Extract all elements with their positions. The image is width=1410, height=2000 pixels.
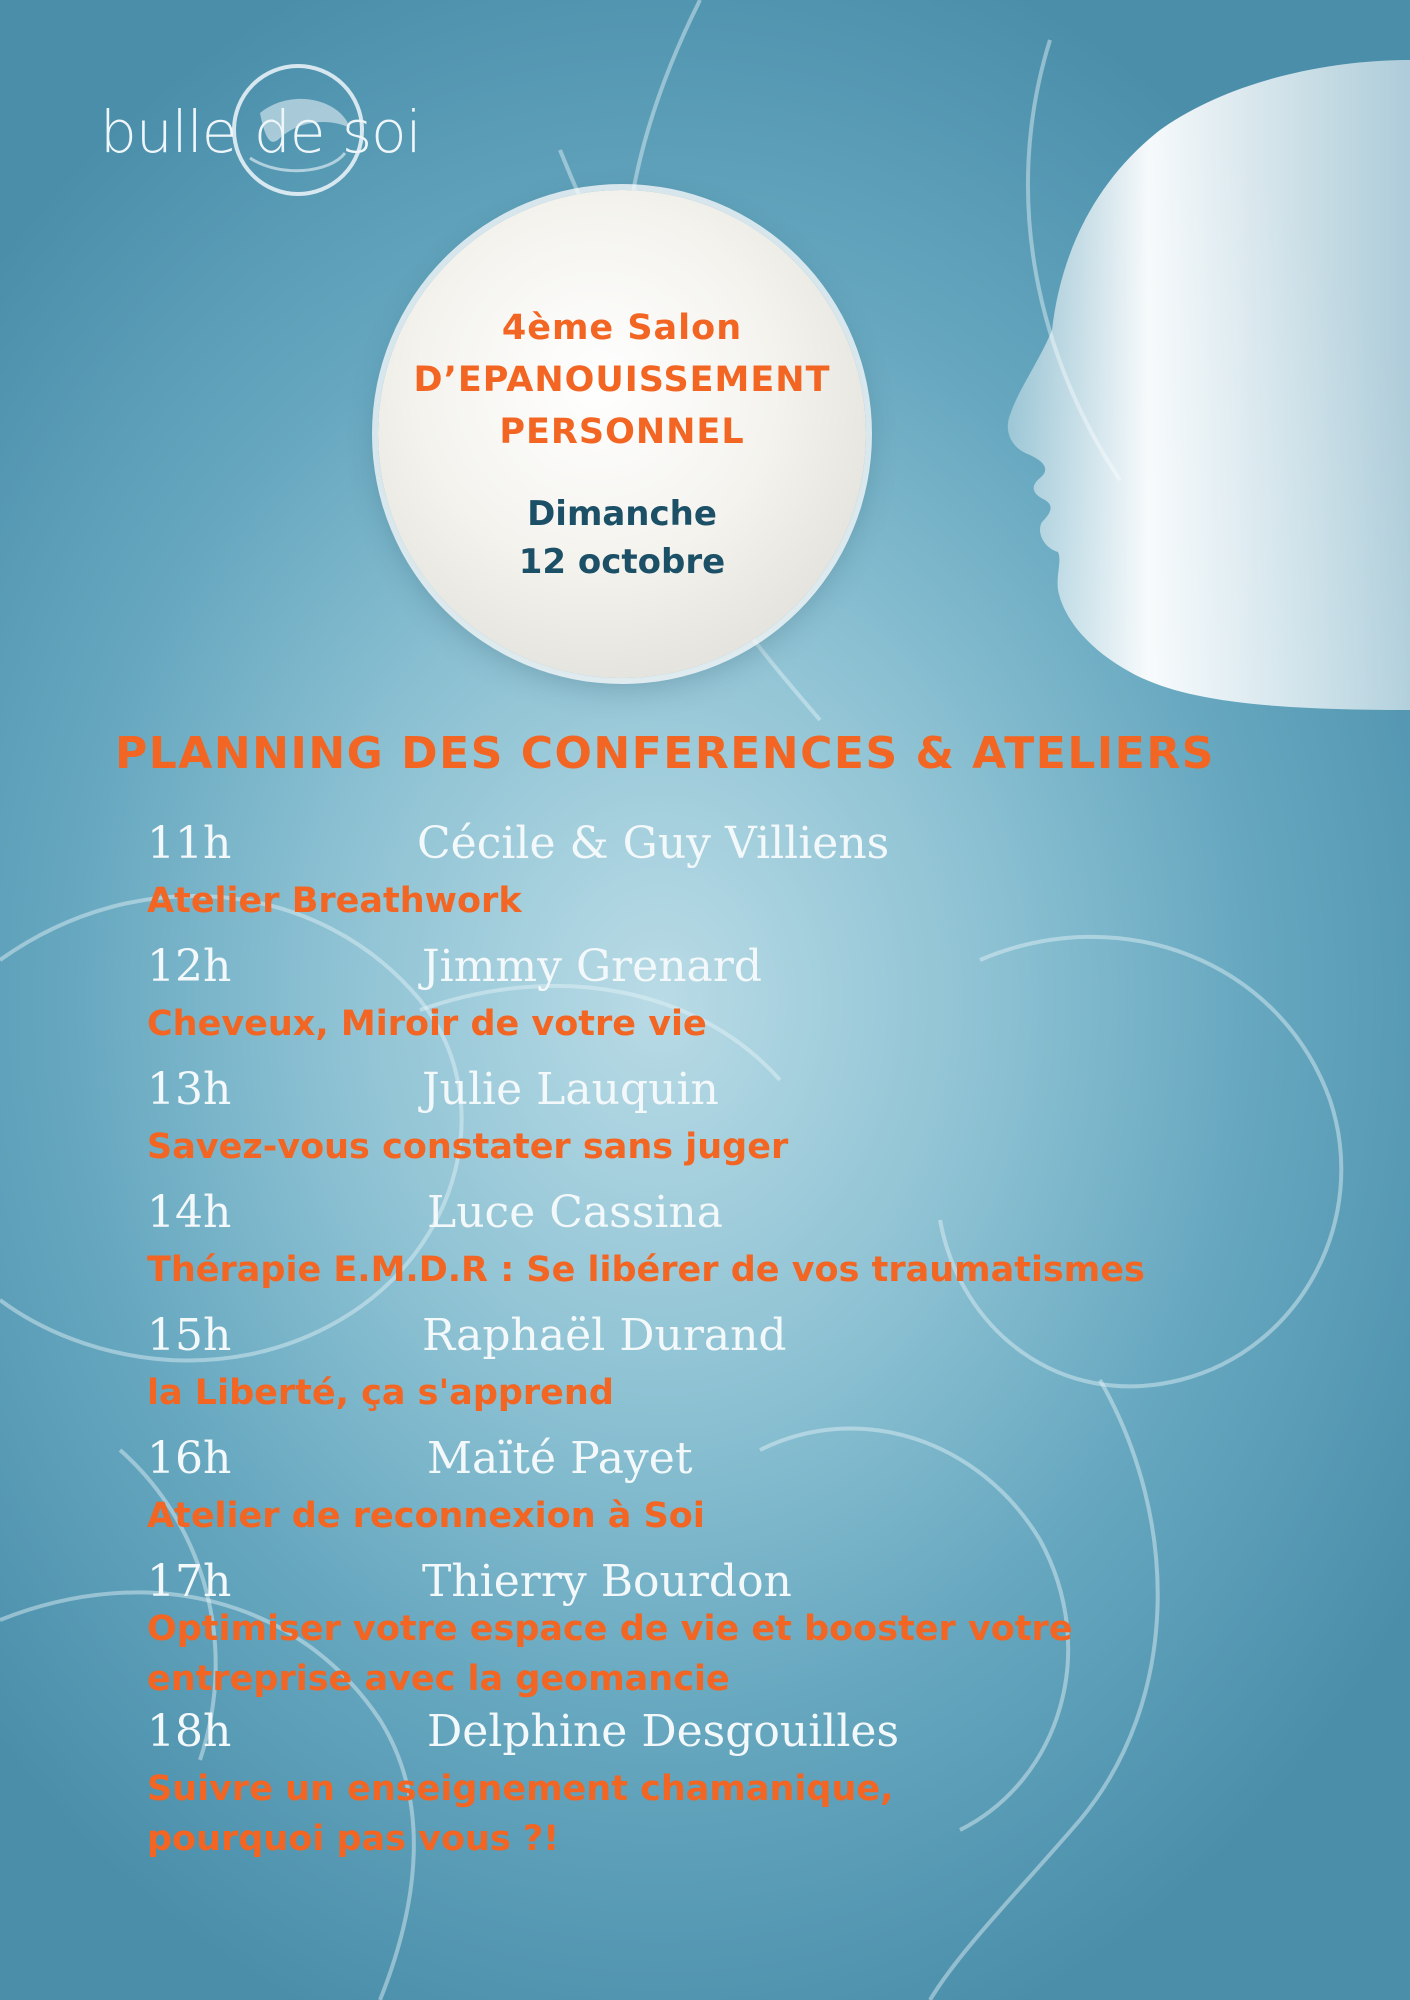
session-time: 14h <box>147 1187 232 1238</box>
session-time: 16h <box>147 1433 232 1484</box>
event-bubble <box>378 190 866 678</box>
session-time: 13h <box>147 1064 232 1115</box>
session-time: 17h <box>147 1556 232 1607</box>
session-time: 15h <box>147 1310 232 1361</box>
session-time: 11h <box>147 818 232 869</box>
session-time: 12h <box>147 941 232 992</box>
session-topic: Optimiser votre espace de vie et booster votre entreprise avec la geomancie <box>147 1609 1073 1699</box>
planning-title: PLANNING DES CONFERENCES & ATELIERS <box>115 728 1215 779</box>
session-speaker: Thierry Bourdon <box>422 1556 792 1607</box>
session-topic: Atelier Breathwork <box>147 881 522 921</box>
session-topic: Atelier de reconnexion à Soi <box>147 1496 705 1536</box>
session-speaker: Maïté Payet <box>427 1433 693 1484</box>
bulle-de-soi-logo <box>100 58 460 208</box>
logo-text: bulle de soi <box>100 98 421 166</box>
event-day: Dimanche <box>527 494 717 534</box>
session-speaker: Cécile & Guy Villiens <box>417 818 890 869</box>
event-date-value: 12 octobre <box>518 542 726 582</box>
session-topic: Savez-vous constater sans juger <box>147 1127 789 1167</box>
event-date <box>378 490 866 586</box>
session-time: 18h <box>147 1706 232 1757</box>
session-topic: Thérapie E.M.D.R : Se libérer de vos traumatismes <box>147 1250 1145 1290</box>
session-speaker: Raphaël Durand <box>422 1310 787 1361</box>
event-title: 4ème Salon D’EPANOUISSEMENT PERSONNEL <box>413 308 831 452</box>
session-speaker: Delphine Desgouilles <box>427 1706 900 1757</box>
session-topic: Suivre un enseignement chamanique, pourquoi pas vous ?! <box>147 1769 894 1859</box>
session-topic: Cheveux, Miroir de votre vie <box>147 1004 707 1044</box>
session-topic: la Liberté, ça s'apprend <box>147 1373 614 1413</box>
session-speaker: Julie Lauquin <box>422 1064 719 1115</box>
session-speaker: Luce Cassina <box>427 1187 723 1238</box>
session-speaker: Jimmy Grenard <box>422 941 762 992</box>
face-silhouette-icon <box>1008 60 1410 710</box>
